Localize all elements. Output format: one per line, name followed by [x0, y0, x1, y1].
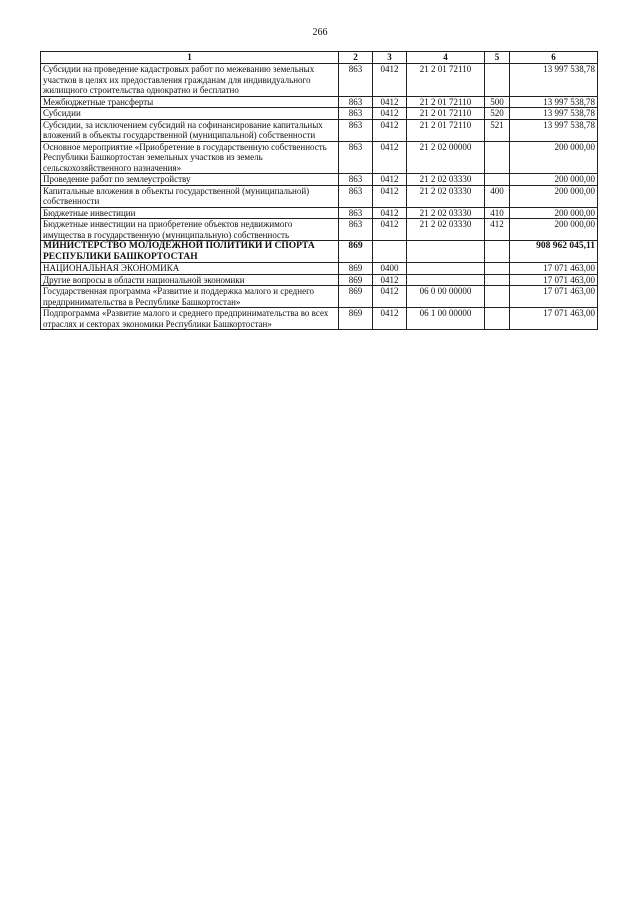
column-header-1: 1: [41, 52, 339, 64]
row-name: Капитальные вложения в объекты государственной (муниципальной) собственности: [41, 185, 339, 207]
row-code-ministry: 869: [339, 286, 373, 308]
row-code-section: 0412: [373, 141, 407, 174]
row-code-target: 21 2 02 03330: [407, 185, 485, 207]
table-row: [41, 263, 598, 275]
row-code-ministry: 863: [339, 219, 373, 241]
row-code-section: 0412: [373, 185, 407, 207]
row-code-ministry: 863: [339, 141, 373, 174]
row-name: НАЦИОНАЛЬНАЯ ЭКОНОМИКА: [41, 263, 339, 275]
table-body: [41, 64, 598, 330]
column-header-2: 2: [339, 52, 373, 64]
row-code-section: 0412: [373, 286, 407, 308]
row-code-expense-type: [485, 274, 510, 286]
table-row: [41, 96, 598, 108]
table-row: [41, 185, 598, 207]
table-row: [41, 64, 598, 97]
row-code-target: 21 2 01 72110: [407, 119, 485, 141]
row-name: Субсидии на проведение кадастровых работ по межеванию земельных участков в целях их предоставления гражданам для индивидуального жилищного строительства однократно и бесплатно: [41, 64, 339, 97]
row-code-section: 0412: [373, 174, 407, 186]
table-row: [41, 241, 598, 263]
row-code-ministry: 863: [339, 119, 373, 141]
row-code-target: 06 0 00 00000: [407, 286, 485, 308]
row-code-expense-type: 410: [485, 207, 510, 219]
table-row: [41, 141, 598, 174]
row-code-expense-type: 500: [485, 96, 510, 108]
row-code-ministry: 863: [339, 185, 373, 207]
row-code-target: [407, 274, 485, 286]
row-code-target: 21 2 02 00000: [407, 141, 485, 174]
table-row: [41, 286, 598, 308]
row-code-target: 21 2 01 72110: [407, 96, 485, 108]
row-code-expense-type: [485, 141, 510, 174]
row-code-expense-type: [485, 241, 510, 263]
row-code-ministry: 863: [339, 108, 373, 120]
row-amount: 13 997 538,78: [510, 119, 598, 141]
row-code-expense-type: 412: [485, 219, 510, 241]
row-code-section: 0412: [373, 274, 407, 286]
row-code-section: 0412: [373, 308, 407, 330]
row-code-target: [407, 263, 485, 275]
table-row: [41, 108, 598, 120]
column-header-3: 3: [373, 52, 407, 64]
row-amount: 13 997 538,78: [510, 64, 598, 97]
budget-table: [40, 51, 598, 330]
row-name: Бюджетные инвестиции на приобретение объектов недвижимого имущества в государственную (муниципальную) собственность: [41, 219, 339, 241]
row-code-section: 0412: [373, 119, 407, 141]
row-code-expense-type: [485, 174, 510, 186]
row-amount: 200 000,00: [510, 185, 598, 207]
row-amount: 17 071 463,00: [510, 263, 598, 275]
row-code-section: 0400: [373, 263, 407, 275]
row-code-target: 06 1 00 00000: [407, 308, 485, 330]
row-code-section: 0412: [373, 219, 407, 241]
row-code-ministry: 863: [339, 96, 373, 108]
table-row: [41, 274, 598, 286]
table-row: [41, 219, 598, 241]
row-code-section: 0412: [373, 96, 407, 108]
row-code-ministry: 869: [339, 241, 373, 263]
column-header-6: 6: [510, 52, 598, 64]
table-row: [41, 119, 598, 141]
table-header-row: [41, 52, 598, 64]
page-number: 266: [312, 27, 328, 38]
row-code-ministry: 863: [339, 64, 373, 97]
row-code-section: [373, 241, 407, 263]
row-code-ministry: 863: [339, 207, 373, 219]
row-code-expense-type: [485, 286, 510, 308]
row-code-ministry: 869: [339, 308, 373, 330]
row-code-target: 21 2 01 72110: [407, 64, 485, 97]
row-amount: 13 997 538,78: [510, 96, 598, 108]
row-amount: 200 000,00: [510, 207, 598, 219]
row-code-ministry: 863: [339, 174, 373, 186]
row-code-ministry: 869: [339, 274, 373, 286]
row-name: Другие вопросы в области национальной экономики: [41, 274, 339, 286]
row-code-target: 21 2 02 03330: [407, 219, 485, 241]
row-amount: 13 997 538,78: [510, 108, 598, 120]
row-code-expense-type: 520: [485, 108, 510, 120]
row-code-target: 21 2 02 03330: [407, 207, 485, 219]
table-row: [41, 207, 598, 219]
row-amount: 200 000,00: [510, 141, 598, 174]
row-name: Субсидии: [41, 108, 339, 120]
column-header-4: 4: [407, 52, 485, 64]
row-name: Государственная программа «Развитие и поддержка малого и среднего предпринимательства в Республике Башкортостан»: [41, 286, 339, 308]
row-code-target: 21 2 02 03330: [407, 174, 485, 186]
row-code-ministry: 869: [339, 263, 373, 275]
row-code-expense-type: 400: [485, 185, 510, 207]
row-name: Межбюджетные трансферты: [41, 96, 339, 108]
row-amount: 17 071 463,00: [510, 308, 598, 330]
row-name: Основное мероприятие «Приобретение в государственную собственность Республики Башкортостан земельных участков из земель сельскохозяйственного назначения»: [41, 141, 339, 174]
row-name: Бюджетные инвестиции: [41, 207, 339, 219]
row-code-expense-type: [485, 308, 510, 330]
row-code-section: 0412: [373, 108, 407, 120]
row-code-section: 0412: [373, 64, 407, 97]
row-code-expense-type: [485, 263, 510, 275]
row-code-expense-type: [485, 64, 510, 97]
row-code-target: 21 2 01 72110: [407, 108, 485, 120]
row-amount: 200 000,00: [510, 174, 598, 186]
row-code-expense-type: 521: [485, 119, 510, 141]
row-amount: 200 000,00: [510, 219, 598, 241]
row-name: Субсидии, за исключением субсидий на софинансирование капитальных вложений в объекты государственной (муниципальной) собственности: [41, 119, 339, 141]
table-row: [41, 174, 598, 186]
row-code-section: 0412: [373, 207, 407, 219]
table-row: [41, 308, 598, 330]
row-amount: 17 071 463,00: [510, 286, 598, 308]
column-header-5: 5: [485, 52, 510, 64]
row-name: Проведение работ по землеустройству: [41, 174, 339, 186]
row-name: МИНИСТЕРСТВО МОЛОДЕЖНОЙ ПОЛИТИКИ И СПОРТА РЕСПУБЛИКИ БАШКОРТОСТАН: [41, 241, 339, 263]
row-name: Подпрограмма «Развитие малого и среднего предпринимательства во всех отраслях и секторах экономики Республики Башкортостан»: [41, 308, 339, 330]
row-amount: 908 962 045,11: [510, 241, 598, 263]
row-code-target: [407, 241, 485, 263]
row-amount: 17 071 463,00: [510, 274, 598, 286]
